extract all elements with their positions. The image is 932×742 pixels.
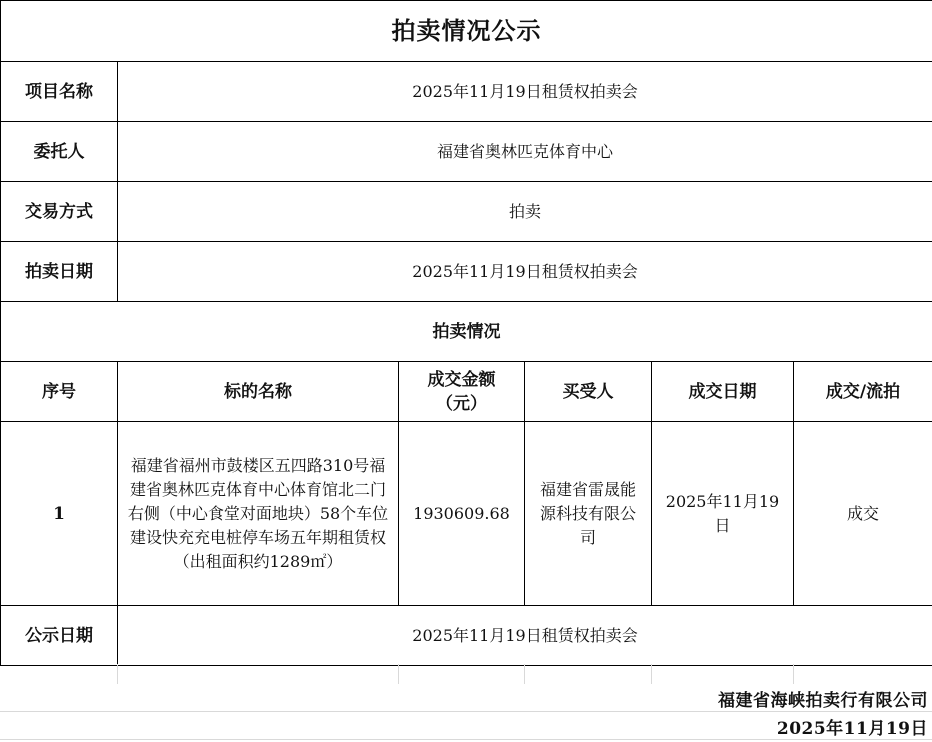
grid-divider <box>398 664 399 684</box>
cell-buyer: 福建省雷晟能源科技有限公司 <box>525 422 652 606</box>
grid-divider <box>524 664 525 684</box>
value-auction-date: 2025年11月19日租赁权拍卖会 <box>118 242 932 302</box>
section-row <box>1 302 932 362</box>
label-auction-date: 拍卖日期 <box>1 242 118 302</box>
footer-date-row <box>0 712 932 740</box>
cell-no: 1 <box>1 422 118 606</box>
value-project-name: 2025年11月19日租赁权拍卖会 <box>118 62 932 122</box>
grid-divider <box>793 664 794 684</box>
cell-name: 福建省福州市鼓楼区五四路310号福建省奥林匹克体育中心体育馆北二门右侧（中心食堂对面地块）58个车位建设快充充电桩停车场五年期租赁权（出租面积约1289㎡） <box>118 422 399 606</box>
col-header-no: 序号 <box>1 362 118 422</box>
col-header-amount: 成交金额（元） <box>399 362 525 422</box>
section-heading: 拍卖情况 <box>1 302 932 362</box>
info-row-consignor <box>1 122 932 182</box>
cell-date: 2025年11月19日 <box>652 422 794 606</box>
cell-status: 成交 <box>794 422 932 606</box>
footer-date: 2025年11月19日 <box>776 719 928 739</box>
footer-company: 福建省海峡拍卖行有限公司 <box>718 691 928 711</box>
grid-divider <box>651 664 652 684</box>
label-project-name: 项目名称 <box>1 62 118 122</box>
col-header-buyer: 买受人 <box>525 362 652 422</box>
title-row <box>1 1 932 62</box>
value-consignor: 福建省奥林匹克体育中心 <box>118 122 932 182</box>
value-trade-method: 拍卖 <box>118 182 932 242</box>
page-title: 拍卖情况公示 <box>1 1 932 62</box>
info-row-method <box>1 182 932 242</box>
col-header-name: 标的名称 <box>118 362 399 422</box>
footer-company-row <box>0 684 932 712</box>
column-header-row <box>1 362 932 422</box>
col-header-date: 成交日期 <box>652 362 794 422</box>
cell-amount: 1930609.68 <box>399 422 525 606</box>
grid-divider <box>117 664 118 684</box>
label-consignor: 委托人 <box>1 122 118 182</box>
info-row-notice-date <box>1 606 932 666</box>
info-row-auction-date <box>1 242 932 302</box>
col-header-status: 成交/流拍 <box>794 362 932 422</box>
value-notice-date: 2025年11月19日租赁权拍卖会 <box>118 606 932 666</box>
label-trade-method: 交易方式 <box>1 182 118 242</box>
table-row <box>1 422 932 606</box>
info-row-project <box>1 62 932 122</box>
label-notice-date: 公示日期 <box>1 606 118 666</box>
